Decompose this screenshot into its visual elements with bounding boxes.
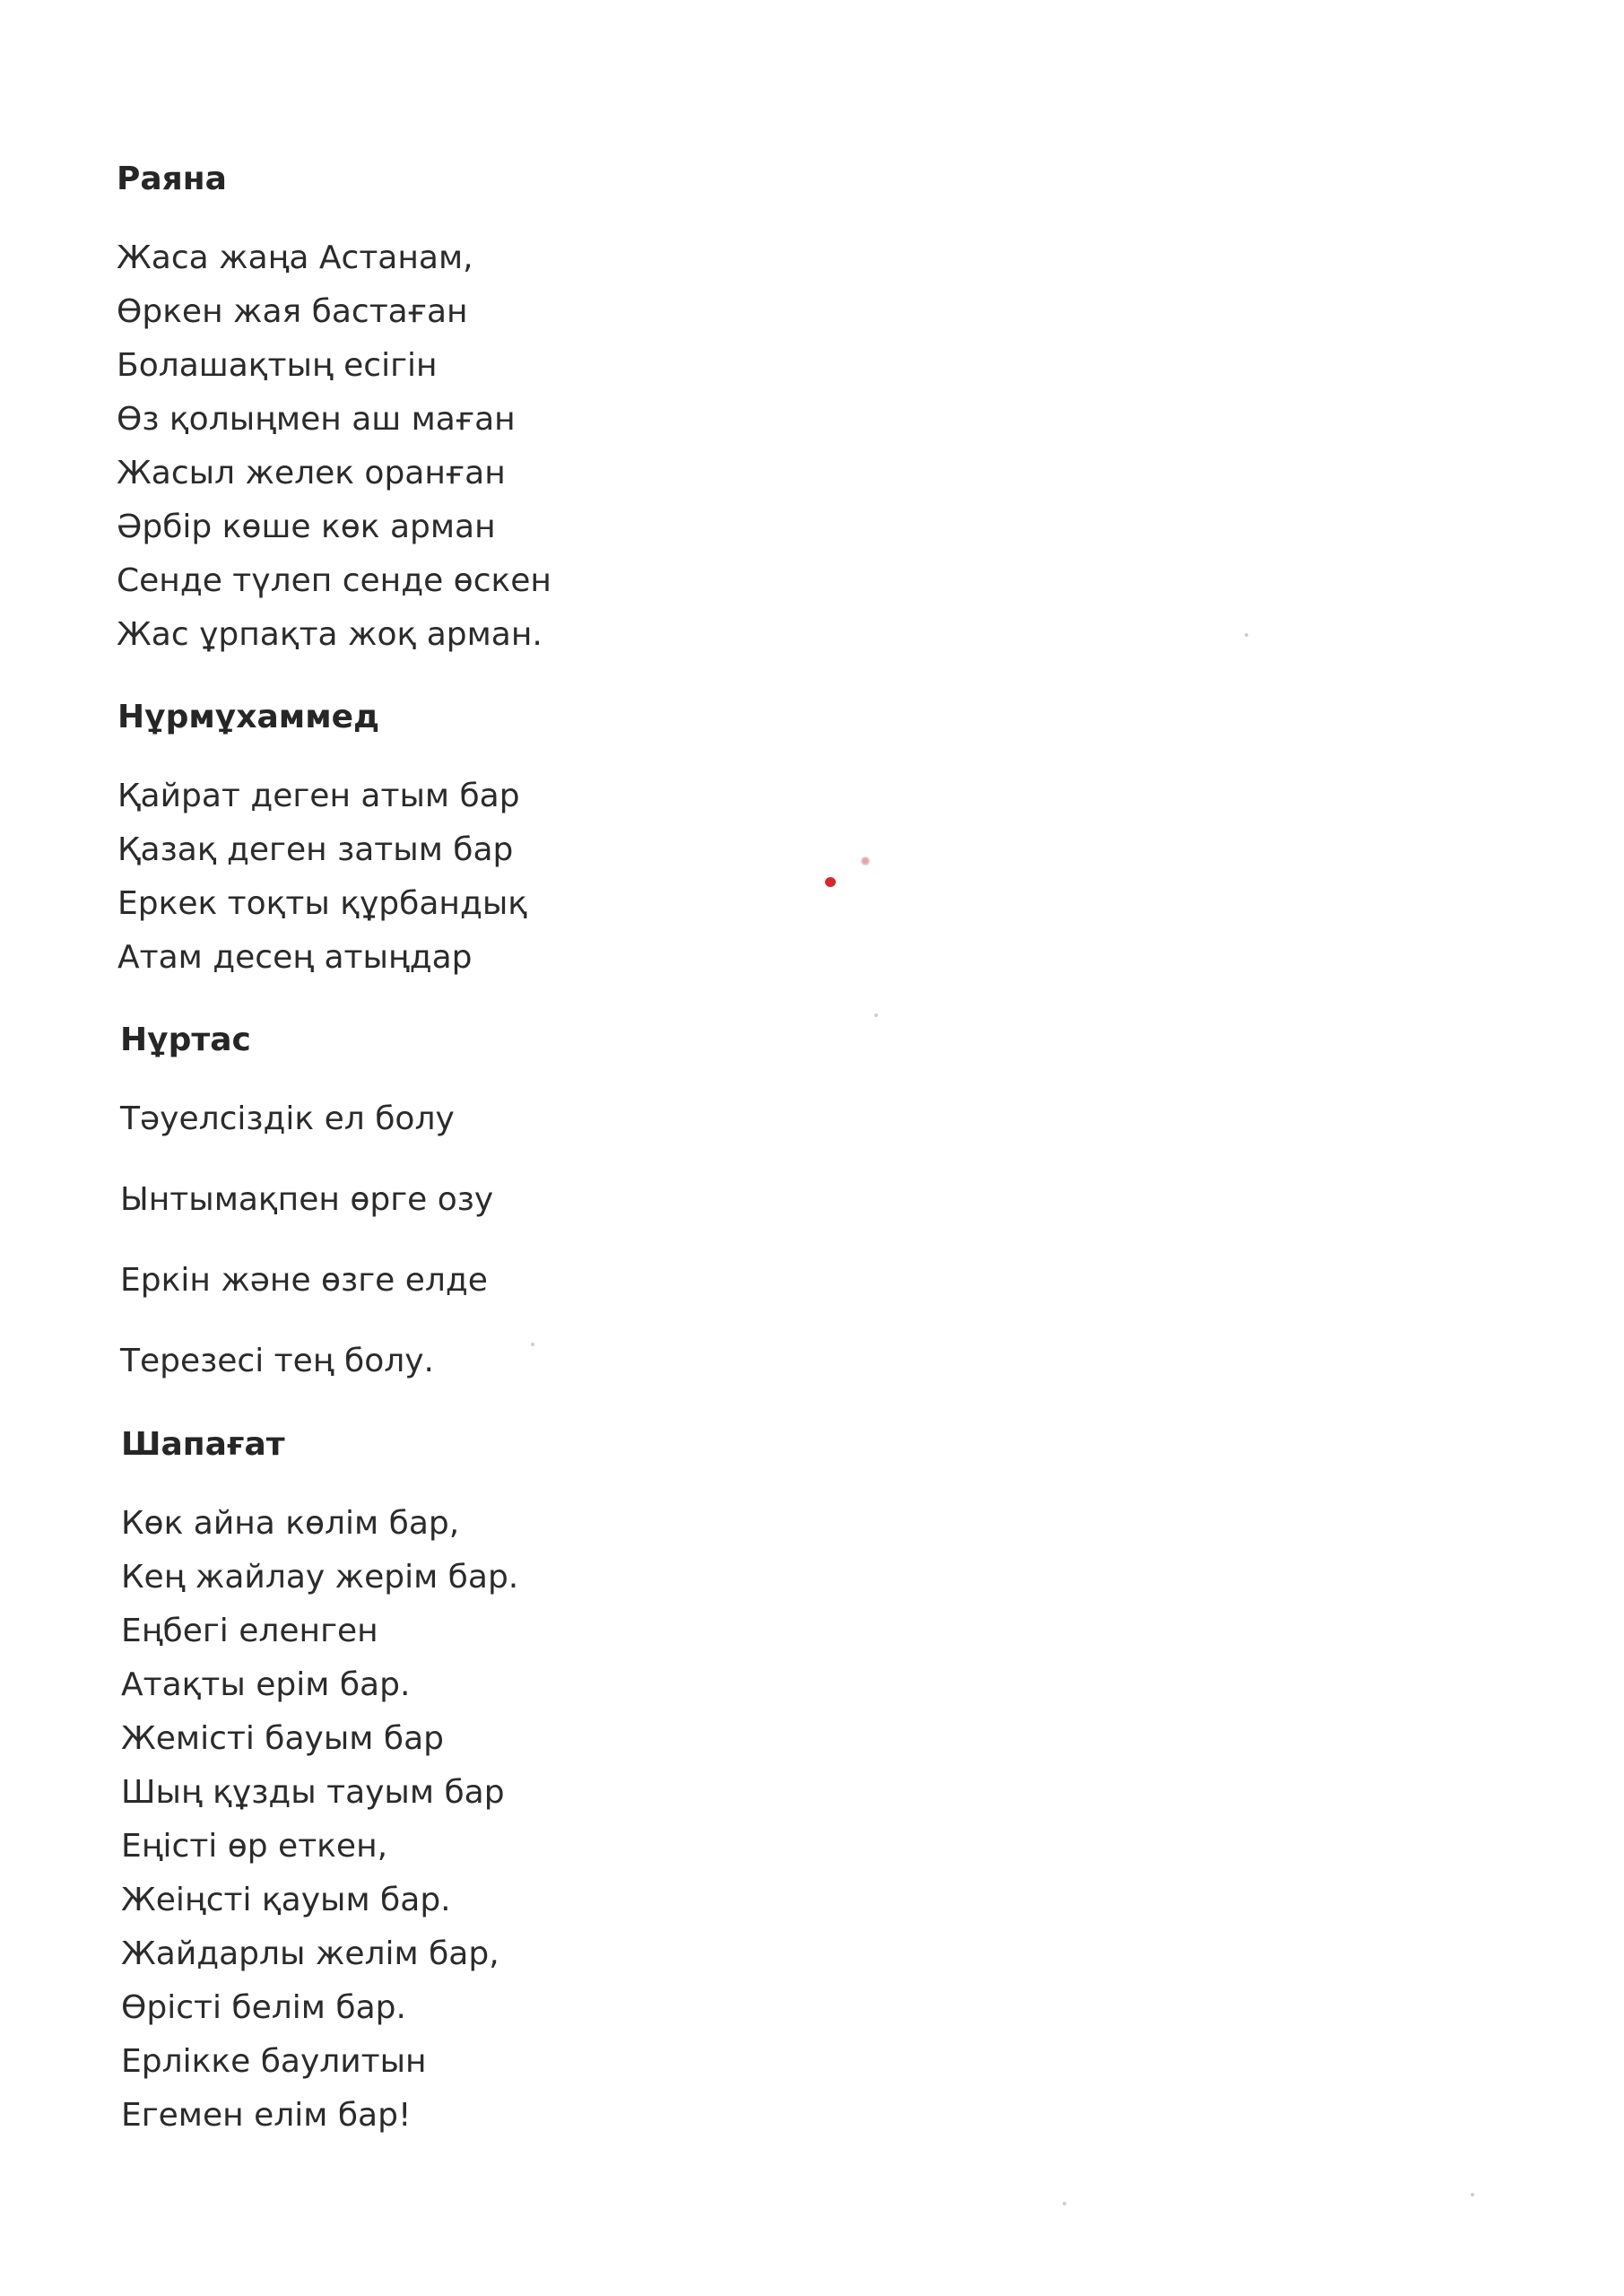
dust-speck <box>1245 633 1248 637</box>
poem-line: Өз қолыңмен аш маған <box>117 401 516 438</box>
author-heading: Шапағат <box>121 1426 285 1463</box>
red-ink-speck <box>825 877 836 887</box>
poem-line: Көк айна көлім бар, <box>121 1505 460 1542</box>
poem-line: Терезесі тең болу. <box>120 1343 434 1379</box>
poem-line: Қайрат деген атым бар <box>117 778 520 814</box>
red-ink-dots <box>859 857 872 865</box>
poem-line: Әрбір көше көк арман <box>117 509 496 545</box>
poem-line: Ерлікке баулитын <box>121 2043 427 2080</box>
poem-line: Атам десең атыңдар <box>117 939 473 976</box>
poem-line: Егемен елім бар! <box>121 2097 412 2134</box>
poem-lines <box>120 1101 493 1379</box>
poem-section-rayana <box>117 161 551 671</box>
poem-line: Жаса жаңа Астанам, <box>117 239 473 276</box>
poem-line: Жеіңсті қауым бар. <box>121 1882 451 1918</box>
poem-line: Сенде түлеп сенде өскен <box>117 562 551 599</box>
poem-lines <box>117 240 551 653</box>
poem-line: Жас ұрпақта жоқ арман. <box>117 616 543 653</box>
author-heading: Нұрмұхаммед <box>117 699 380 735</box>
dust-speck <box>531 1343 534 1346</box>
poem-line: Еркек тоқты құрбандық <box>117 885 528 922</box>
dust-speck <box>874 1013 878 1017</box>
dust-speck <box>1471 2193 1474 2196</box>
poem-section-shapagat <box>121 1427 518 2152</box>
poem-line: Жасыл желек оранған <box>117 455 506 491</box>
poem-lines <box>117 778 527 976</box>
poem-section-nurmukhammed <box>117 700 527 994</box>
poem-line: Шың құзды тауым бар <box>121 1774 505 1811</box>
poem-line: Тәуелсіздік ел болу <box>120 1100 455 1137</box>
poem-line: Еңісті өр еткен, <box>121 1828 388 1865</box>
author-heading: Раяна <box>117 161 227 197</box>
poem-line: Өрісті белім бар. <box>121 1989 406 2026</box>
poem-line: Еркін және өзге елде <box>120 1262 488 1299</box>
poem-line: Жемісті бауым бар <box>121 1720 444 1757</box>
poem-line: Болашақтың есігін <box>117 347 438 384</box>
poem-line: Өркен жая бастаған <box>117 293 468 330</box>
dust-speck <box>1063 2202 1066 2205</box>
poem-line: Ынтымақпен өрге озу <box>120 1181 494 1218</box>
author-heading: Нұртас <box>120 1022 251 1058</box>
poem-line: Кең жайлау жерім бар. <box>121 1559 519 1596</box>
poem-line: Қазақ деген затым бар <box>117 831 514 868</box>
poem-section-nurtas <box>120 1022 493 1424</box>
poem-lines <box>121 1506 518 2134</box>
poem-line: Атақты ерім бар. <box>121 1666 411 1703</box>
poem-line: Жайдарлы желім бар, <box>121 1935 499 1972</box>
poem-line: Еңбегі еленген <box>121 1613 378 1649</box>
